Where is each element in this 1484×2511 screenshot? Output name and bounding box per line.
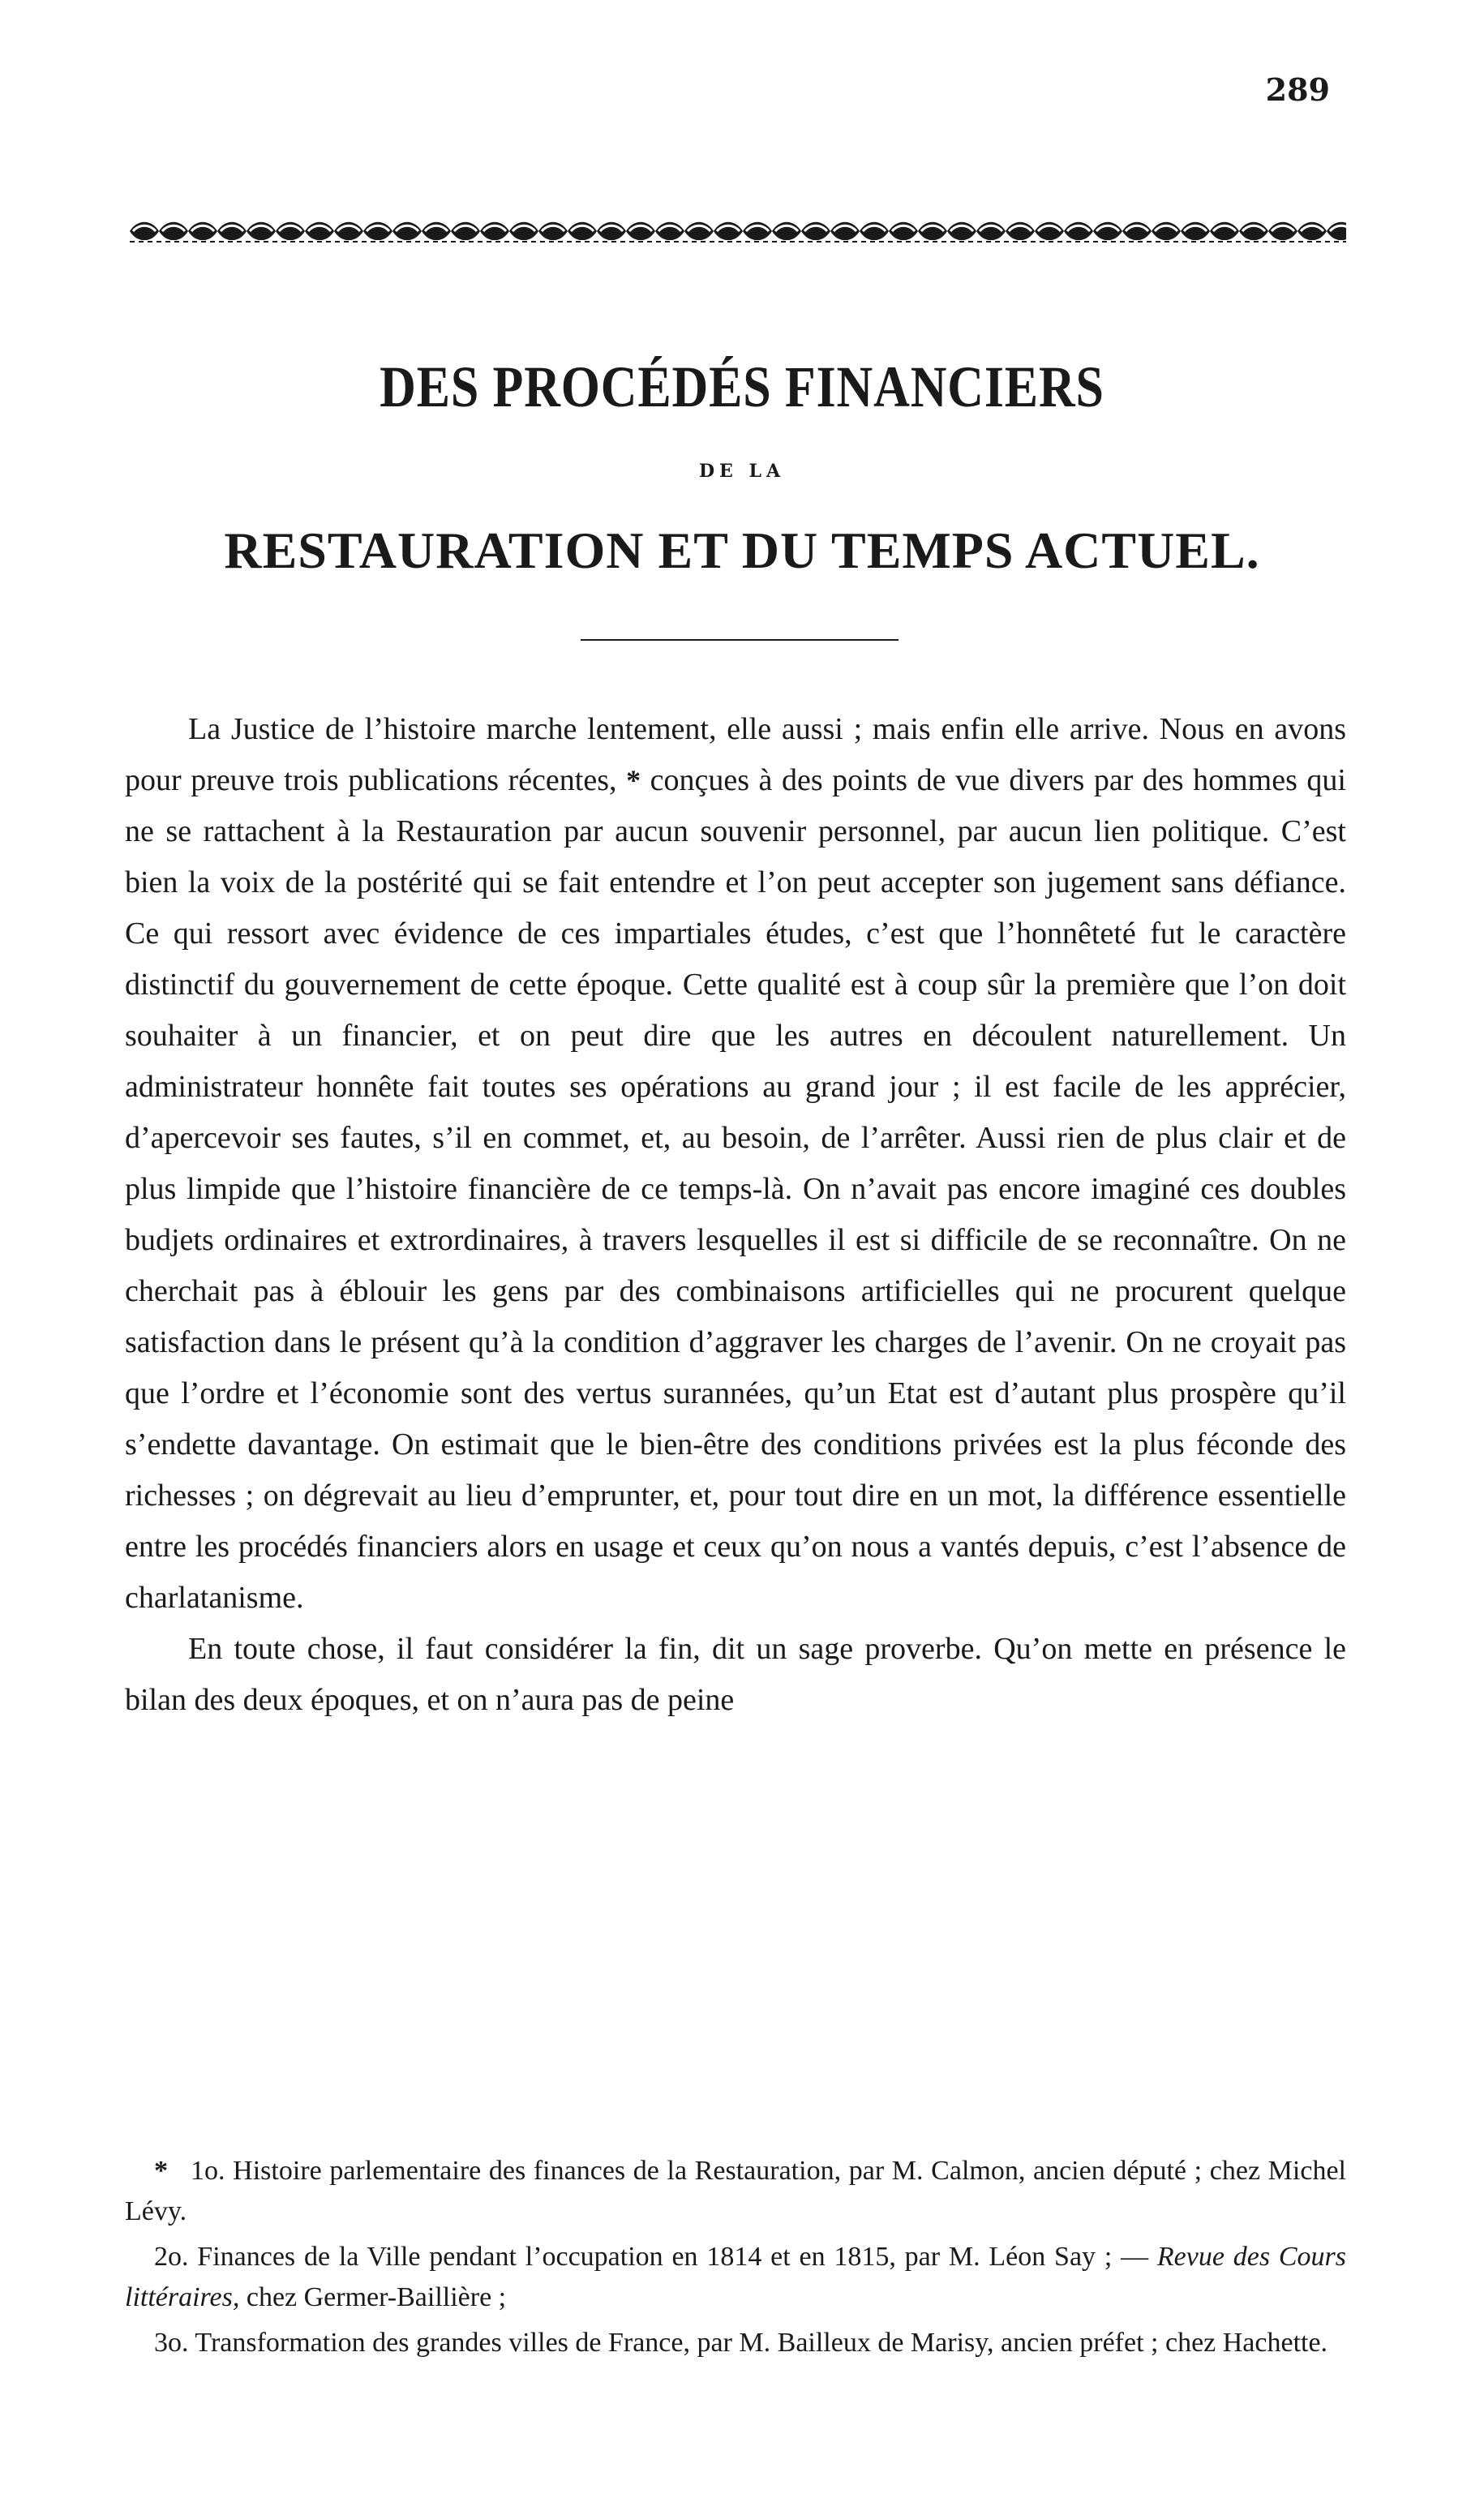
article-subtitle: RESTAURATION ET DU TEMPS ACTUEL. [224,522,1260,579]
footnote-text: 1o. Histoire parlementaire des finances de la Restauration, par M. Calmon, ancien député ; chez Michel Lévy. [125,2156,1346,2226]
footnote-reference: * [626,764,641,796]
paragraph [125,704,1346,1624]
footnote-journal-title: Revue des Cours littéraires, [125,2242,1346,2312]
title-rule [581,639,899,641]
article-body [125,704,1346,1726]
footnote-marker: * [154,2156,168,2186]
footnote-text: 2o. Finances de la Ville pendant l’occupation en 1814 et en 1815, par M. Léon Say ; — [154,2242,1149,2272]
footnotes [125,2151,1346,2368]
footnote [125,2151,1346,2232]
paragraph: En toute chose, il faut considérer la fin, dit un sage proverbe. Qu’on mette en présence le bilan des deux époques, et on n’aura pas de peine [125,1632,1346,1717]
paragraph-text: conçues à des points de vue divers par des hommes qui ne se rattachent à la Restauration par aucun souvenir personnel, par aucun lien politique. C’est bien la voix de la postérité qui se fait entendre et l’on peut accepter son jugement sans défiance. Ce qui ressort avec évidence de ces impartiales études, c’est que l’honnêteté fut le caractère distinctif du gouvernement de cette époque. Cette qualité est à coup sûr la première que l’on doit souhaiter à un financier, et on peut dire que les autres en découlent naturellement. Un administrateur honnête fait toutes ses opérations au grand jour ; il est facile de les apprécier, d’apercevoir ses fautes, s’il en commet, et, au besoin, de l’arrêter. Aussi rien de plus clair et de plus limpide que l’histoire financière de ce temps-là. On n’avait pas encore imaginé ces doubles budjets ordinaires et extrordinaires, à travers lesquelles il est si difficile de se reconnaître. On ne cherchait pas à éblouir les gens par des combinaisons artificielles qui ne procurent quelque satisfaction dans le présent qu’à la condition d’aggraver les charges de l’avenir. On ne croyait pas que l’ordre et l’économie sont des vertus surannées, qu’un Etat est d’autant plus prospère qu’il s’endette davantage. On estimait que le bien-être des conditions privées est la plus féconde des richesses ; on dégrevait au lieu d’emprunter, et, pour tout dire en un mot, la différence essentielle entre les procédés financiers alors en usage et ceux qu’on nous a vantés depuis, c’est l’absence de charlatanisme. [125,763,1346,1615]
footnote: 3o. Transformation des grandes villes de France, par M. Bailleux de Marisy, ancien préfet ; chez Hachette. [154,2328,1328,2358]
article-title: DES PROCÉDÉS FINANCIERS [380,354,1104,419]
title-connector: DE LA [698,461,786,482]
ornamental-border [130,212,1346,250]
paragraph-text: La Justice de l’histoire marche lentement, elle aussi ; mais enfin elle arrive. Nous en avons pour preuve trois publications récentes, [125,712,1346,797]
page-number: 289 [1265,71,1330,108]
footnote-text: chez Germer-Baillière ; [246,2282,507,2312]
footnote [125,2237,1346,2318]
